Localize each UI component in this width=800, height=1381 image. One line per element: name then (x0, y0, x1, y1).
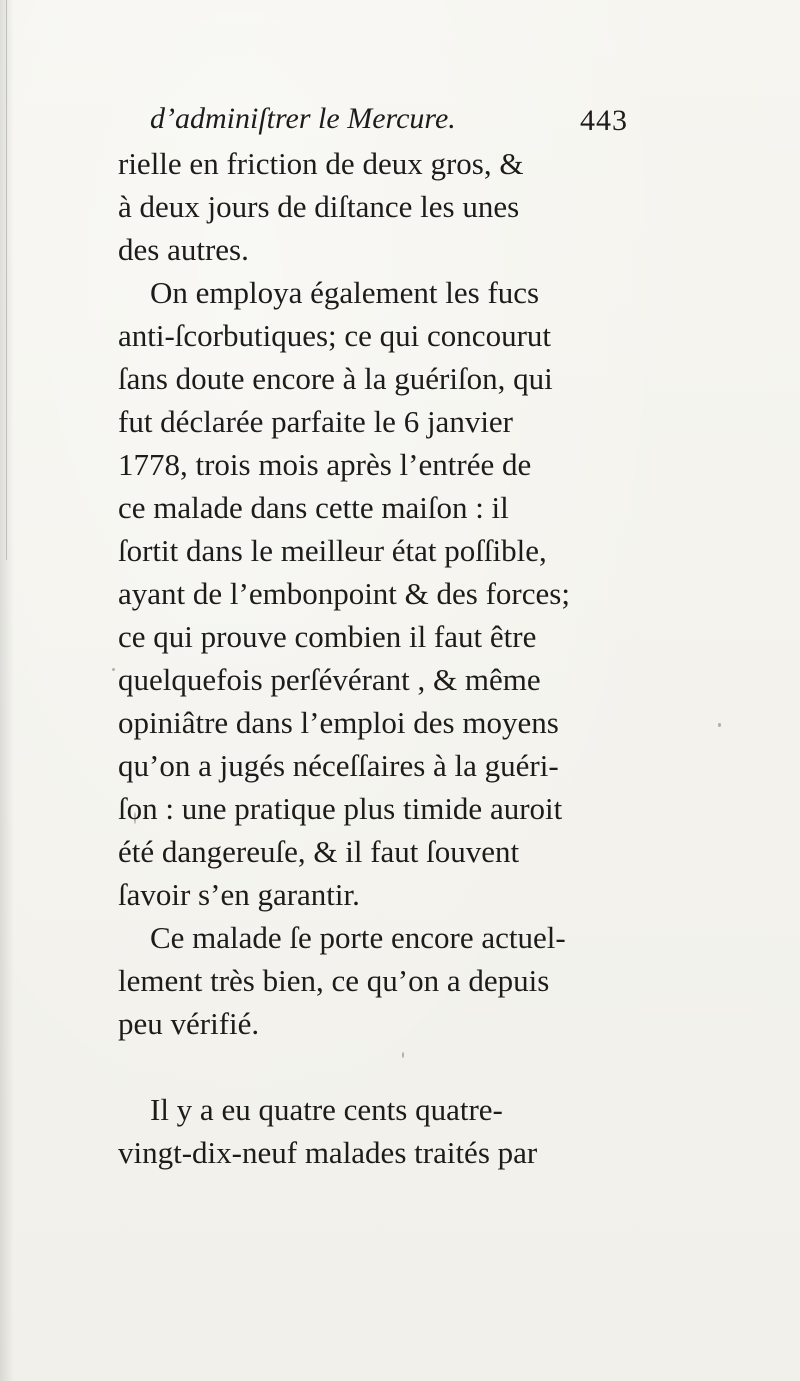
page-number: 443 (580, 104, 628, 137)
paper-speck (718, 723, 721, 727)
text-line: lement très bien, ce qu’on a depuis (118, 963, 550, 998)
text-line: On employa également les fucs (150, 275, 540, 310)
text-line: vingt-dix-neuf malades traités par (118, 1135, 538, 1170)
running-title: d’adminiſtrer le Mercure. (150, 102, 456, 135)
text-line: des autres. (118, 232, 249, 267)
body-text (118, 142, 678, 1174)
paper-speck (134, 812, 136, 824)
text-line: peu vérifié. (118, 1006, 260, 1041)
page-header (150, 96, 670, 146)
page-edge-shadow (0, 0, 14, 1381)
text-line: opiniâtre dans l’emploi des moyens (118, 705, 559, 740)
text-line: à deux jours de diſtance les unes (118, 189, 520, 224)
text-line: ſans doute encore à la guériſon, qui (118, 361, 553, 396)
text-line: rielle en friction de deux gros, & (118, 146, 524, 181)
paper-speck (402, 1052, 404, 1058)
paper-speck (112, 668, 115, 671)
text-line: fut déclarée parfaite le 6 janvier (118, 404, 514, 439)
page-fold-line (6, 0, 7, 560)
text-line: ce malade dans cette maiſon : il (118, 490, 509, 525)
text-line: ayant de l’embonpoint & des forces; (118, 576, 570, 611)
text-line: Ce malade ſe porte encore actuel- (150, 920, 566, 955)
text-line: ce qui prouve combien il faut être (118, 619, 537, 654)
paragraph-gap (118, 1045, 678, 1088)
text-line: anti-ſcorbutiques; ce qui concourut (118, 318, 552, 353)
text-line: ſortit dans le meilleur état poſſible, (118, 533, 547, 568)
text-line: ſavoir s’en garantir. (118, 877, 360, 912)
text-line: été dangereuſe, & il faut ſouvent (118, 834, 520, 869)
text-line: 1778, trois mois après l’entrée de (118, 447, 532, 482)
text-line: quelquefois perſévérant , & même (118, 662, 541, 697)
text-line: Il y a eu quatre cents quatre- (150, 1092, 503, 1127)
text-line: ſon : une pratique plus timide auroit (118, 791, 563, 826)
text-line: qu’on a jugés néceſſaires à la guéri- (118, 748, 559, 783)
